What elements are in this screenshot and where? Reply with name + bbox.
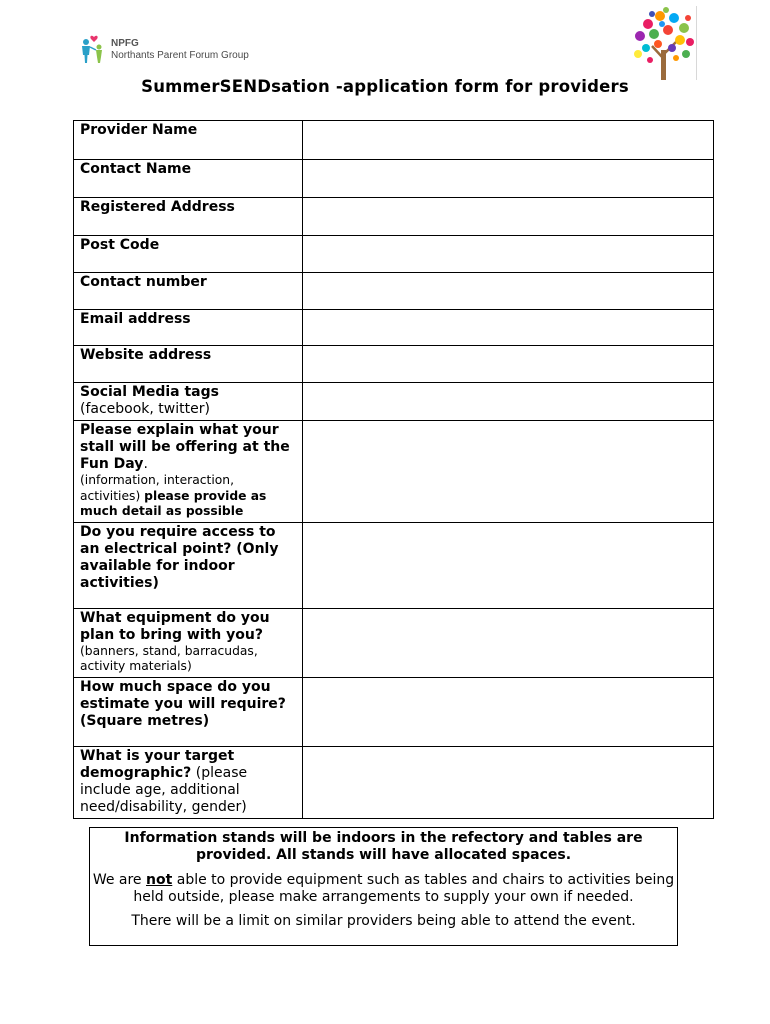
form-row-space	[74, 677, 714, 746]
form-row-equipment	[74, 608, 714, 677]
information-box	[89, 827, 678, 946]
contact-name-field[interactable]	[303, 160, 714, 198]
colorful-tree-icon	[628, 6, 700, 82]
stall-hint	[80, 473, 296, 520]
stall-label	[74, 421, 303, 523]
provider-name-label: Provider Name	[74, 121, 303, 160]
form-row-contact-number	[74, 273, 714, 310]
stall-field[interactable]	[303, 421, 714, 523]
electrical-field[interactable]	[303, 522, 714, 608]
post-code-field[interactable]	[303, 236, 714, 273]
npfg-logo	[79, 33, 269, 67]
contact-name-label: Contact Name	[74, 160, 303, 198]
form-row-website-address	[74, 346, 714, 383]
social-media-field[interactable]	[303, 383, 714, 421]
demographic-label	[74, 746, 303, 818]
equipment-label	[74, 608, 303, 677]
info-line-1: Information stands will be indoors in the refectory and tables are provided. All stands will have allocated spaces.	[124, 830, 643, 863]
application-form-table	[73, 120, 714, 819]
form-row-post-code	[74, 236, 714, 273]
info-line-3: There will be a limit on similar providers being able to attend the event.	[131, 913, 636, 929]
provider-name-field[interactable]	[303, 121, 714, 160]
stall-hint-text: (information, interaction, activities)	[80, 473, 234, 503]
info-line-2-pre: We are	[92, 872, 142, 888]
website-address-field[interactable]	[303, 346, 714, 383]
equipment-hint: (banners, stand, barracudas, activity materials)	[80, 643, 258, 673]
form-row-electrical	[74, 522, 714, 608]
email-address-label: Email address	[74, 310, 303, 346]
social-media-title: Social Media tags	[80, 384, 219, 400]
info-line-2	[90, 872, 677, 906]
space-field[interactable]	[303, 677, 714, 746]
demographic-hint: (please include age, additional need/disability, gender)	[80, 764, 248, 815]
form-row-contact-name	[74, 160, 714, 198]
stall-hint-bold: please provide as much detail as possible	[80, 488, 267, 518]
equipment-question: What equipment do you plan to bring with you?	[80, 609, 270, 643]
info-line-2-not: not	[146, 872, 173, 888]
info-line-2-post: able to provide equipment such as tables and chairs to activities being held outside, please make arrangements to supply your own if needed.	[133, 872, 675, 905]
divider-line	[696, 6, 697, 80]
form-row-stall	[74, 421, 714, 523]
registered-address-field[interactable]	[303, 198, 714, 236]
form-row-registered-address	[74, 198, 714, 236]
equipment-field[interactable]	[303, 608, 714, 677]
demographic-field[interactable]	[303, 746, 714, 818]
page-title: SummerSENDsation -application form for providers	[141, 77, 629, 96]
registered-address-label: Registered Address	[74, 198, 303, 236]
logo-abbr: NPFG	[111, 38, 139, 49]
social-media-label	[74, 383, 303, 421]
contact-number-field[interactable]	[303, 273, 714, 310]
email-address-field[interactable]	[303, 310, 714, 346]
logo-name: Northants Parent Forum Group	[111, 50, 249, 61]
form-row-demographic	[74, 746, 714, 818]
form-row-provider-name	[74, 121, 714, 160]
electrical-label: Do you require access to an electrical point? (Only available for indoor activities)	[74, 522, 303, 608]
family-icon	[79, 33, 109, 65]
post-code-label: Post Code	[74, 236, 303, 273]
stall-punct: .	[143, 456, 148, 472]
form-row-social-media	[74, 383, 714, 421]
form-row-email-address	[74, 310, 714, 346]
website-address-label: Website address	[74, 346, 303, 383]
demographic-question: What is your target demographic?	[80, 747, 235, 781]
contact-number-label: Contact number	[74, 273, 303, 310]
space-label: How much space do you estimate you will require?(Square metres)	[74, 677, 303, 746]
logo-text	[111, 38, 249, 62]
social-media-hint: (facebook, twitter)	[80, 401, 210, 417]
stall-question: Please explain what your stall will be offering at the Fun Day	[80, 422, 290, 472]
